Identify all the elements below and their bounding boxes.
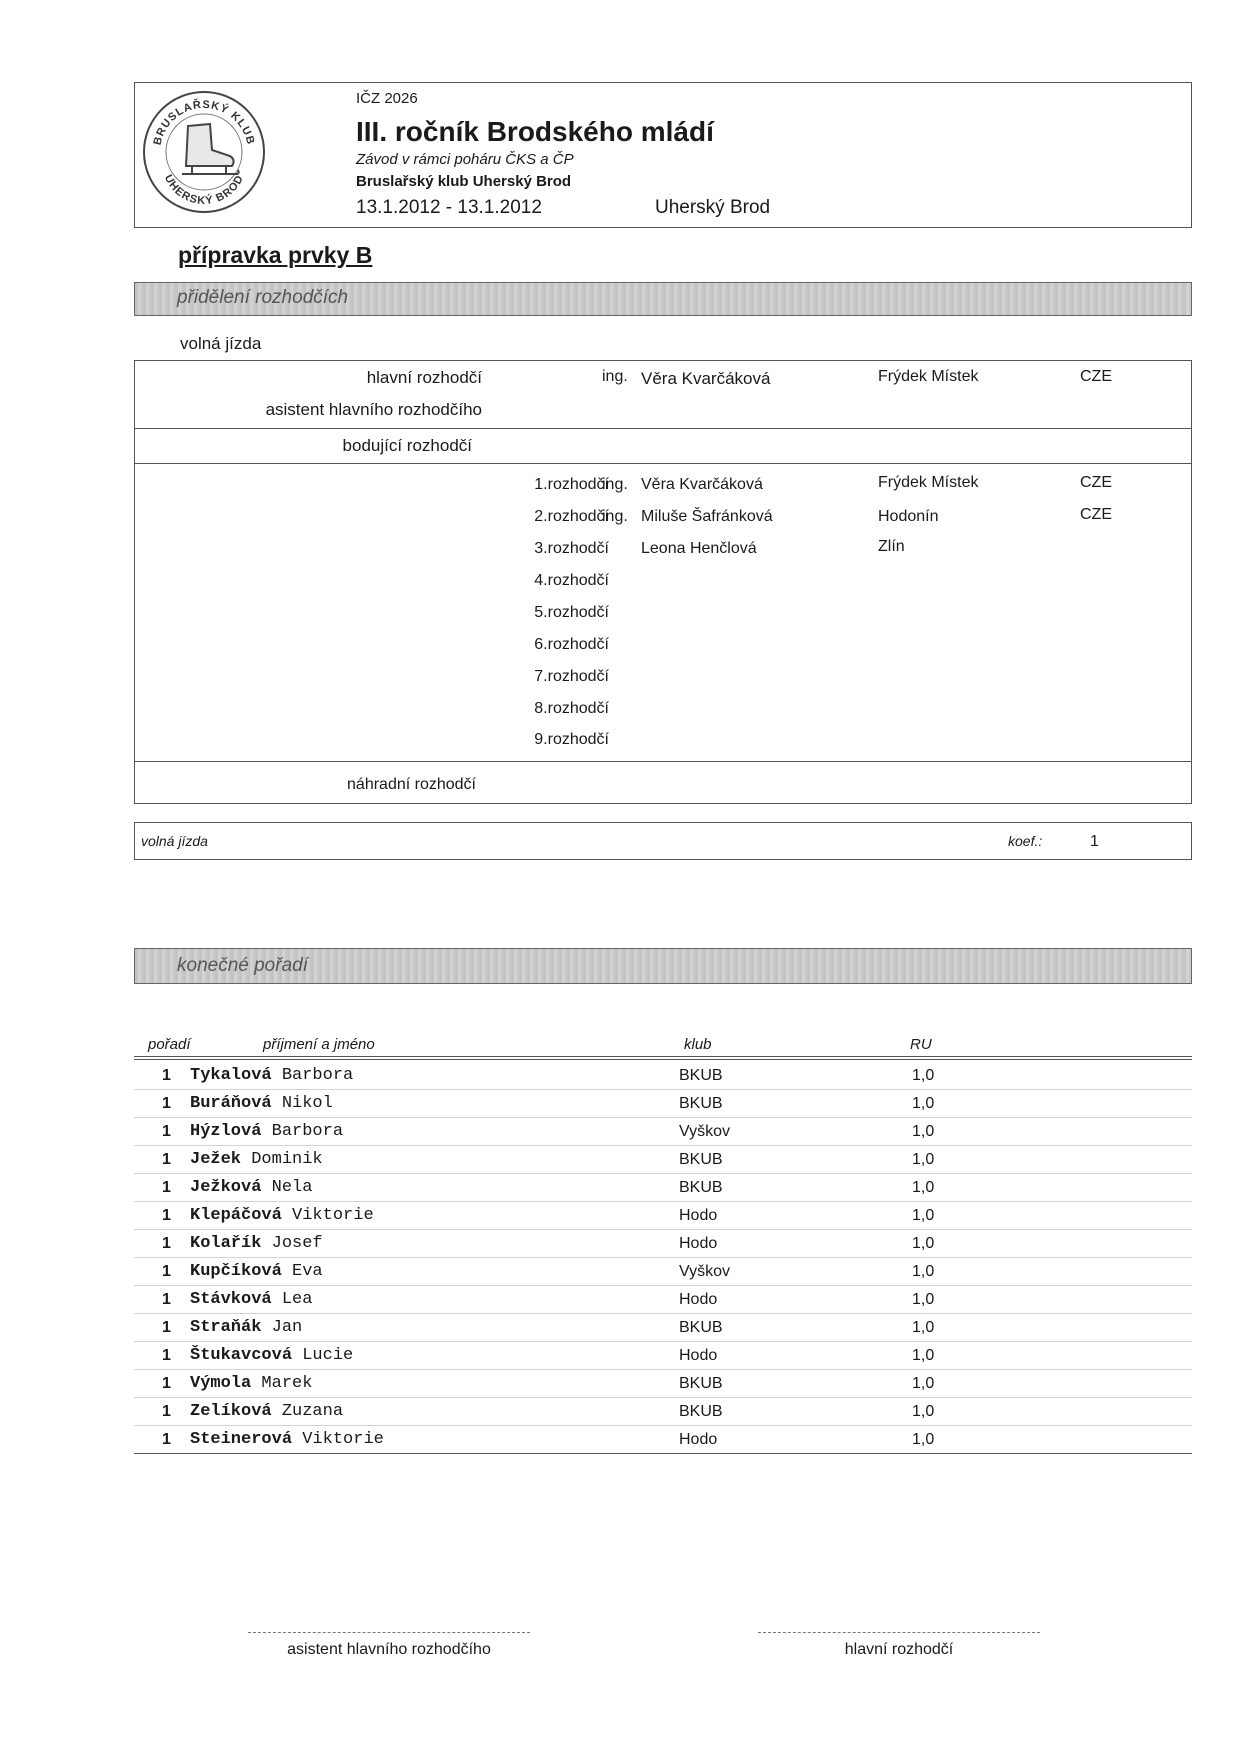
judge-row	[134, 700, 1192, 730]
skater-surname: Stávková	[190, 1290, 272, 1309]
header-divider	[134, 1059, 1192, 1060]
column-header-name: příjmení a jméno	[263, 1036, 375, 1053]
judges-heading: bodující rozhodčí	[342, 436, 472, 455]
skater-surname: Klepáčová	[190, 1206, 282, 1225]
judge-nation: CZE	[1080, 474, 1112, 491]
skater-name	[190, 1206, 374, 1225]
logo-text-top: BRUSLAŘSKÝ KLUB	[151, 98, 257, 147]
judge-row	[134, 604, 1192, 634]
skater-first-name: Jan	[271, 1318, 303, 1337]
skater-first-name: Barbora	[271, 1122, 344, 1141]
skater-surname: Zelíková	[190, 1402, 272, 1421]
skater-ru: 1,0	[912, 1263, 935, 1280]
judge-row	[134, 508, 1192, 538]
skater-name	[190, 1430, 384, 1449]
ranking-place: 1	[162, 1207, 171, 1224]
skater-club: BKUB	[679, 1095, 723, 1112]
skater-surname: Ježek	[190, 1150, 242, 1169]
ranking-row	[134, 1258, 1192, 1286]
skater-name	[190, 1066, 353, 1085]
skater-surname: Tykalová	[190, 1066, 272, 1085]
skater-name	[190, 1374, 312, 1393]
skater-club: BKUB	[679, 1067, 723, 1084]
skater-club: BKUB	[679, 1179, 723, 1196]
skater-name	[190, 1346, 353, 1365]
officials-section-label: přidělení rozhodčích	[177, 287, 349, 308]
column-header-ru: RU	[910, 1036, 932, 1053]
skater-ru: 1,0	[912, 1095, 935, 1112]
skater-surname: Buráňová	[190, 1094, 272, 1113]
skater-surname: Štukavcová	[190, 1346, 293, 1365]
skater-first-name: Nikol	[281, 1094, 333, 1113]
column-header-place: pořadí	[148, 1036, 191, 1053]
skater-first-name: Marek	[261, 1374, 313, 1393]
skater-first-name: Barbora	[281, 1066, 354, 1085]
skater-ru: 1,0	[912, 1179, 935, 1196]
judge-title: ing.	[602, 508, 628, 525]
skater-name	[190, 1122, 343, 1141]
skater-club: Hodo	[679, 1431, 718, 1448]
ranking-row	[134, 1146, 1192, 1174]
assistant-role: asistent hlavního rozhodčího	[265, 400, 482, 419]
event-code: IČZ 2026	[356, 90, 418, 107]
referee-role: hlavní rozhodčí	[366, 368, 482, 387]
judge-row	[134, 731, 1192, 761]
ranking-row	[134, 1062, 1192, 1090]
ranking-place: 1	[162, 1375, 171, 1392]
referee-club: Frýdek Místek	[878, 368, 979, 385]
skater-ru: 1,0	[912, 1123, 935, 1140]
skater-name	[190, 1234, 323, 1253]
header-divider	[134, 1056, 1192, 1057]
skater-club: BKUB	[679, 1319, 723, 1336]
event-subtitle: Závod v rámci poháru ČKS a ČP	[356, 151, 574, 168]
skater-ru: 1,0	[912, 1403, 935, 1420]
substitute-role: náhradní rozhodčí	[347, 776, 476, 793]
event-organizer: Bruslařský klub Uherský Brod	[356, 173, 572, 190]
skater-surname: Výmola	[190, 1374, 252, 1393]
skater-first-name: Dominik	[251, 1150, 323, 1169]
ice-skate-icon	[182, 124, 239, 174]
skater-ru: 1,0	[912, 1431, 935, 1448]
judge-title: ing.	[602, 476, 628, 493]
segment-coef-label: volná jízda	[141, 833, 208, 849]
judge-name: Věra Kvarčáková	[641, 476, 763, 493]
ranking-place: 1	[162, 1319, 171, 1336]
skater-surname: Kupčíková	[190, 1262, 282, 1281]
ranking-row	[134, 1426, 1192, 1454]
event-title: III. ročník Brodského mládí	[356, 116, 714, 147]
judge-club: Frýdek Místek	[878, 474, 979, 491]
judge-role: 7.rozhodčí	[534, 668, 609, 685]
segment-label: volná jízda	[180, 334, 262, 353]
ranking-section-label: konečné pořadí	[177, 955, 308, 976]
ranking-row	[134, 1230, 1192, 1258]
skater-surname: Kolařík	[190, 1234, 262, 1253]
ranking-row	[134, 1286, 1192, 1314]
skater-club: Hodo	[679, 1207, 718, 1224]
row-divider	[134, 1453, 1192, 1454]
ranking-place: 1	[162, 1347, 171, 1364]
judge-row	[134, 668, 1192, 698]
skater-first-name: Josef	[271, 1234, 323, 1253]
segment-coef-row	[134, 822, 1192, 860]
skater-name	[190, 1178, 312, 1197]
ranking-place: 1	[162, 1403, 171, 1420]
judge-role: 8.rozhodčí	[534, 700, 609, 717]
skater-club: Hodo	[679, 1347, 718, 1364]
skater-club: Hodo	[679, 1235, 718, 1252]
judge-role: 4.rozhodčí	[534, 572, 609, 589]
skater-surname: Hýzlová	[190, 1122, 262, 1141]
ranking-place: 1	[162, 1235, 171, 1252]
signature-label-right: hlavní rozhodčí	[844, 1641, 954, 1658]
skater-club: BKUB	[679, 1403, 723, 1420]
skater-club: BKUB	[679, 1151, 723, 1168]
ranking-place: 1	[162, 1431, 171, 1448]
judge-role: 2.rozhodčí	[534, 508, 609, 525]
logo-text-bottom: UHERSKÝ BROD	[161, 172, 247, 208]
ranking-place: 1	[162, 1095, 171, 1112]
column-header-club: klub	[684, 1036, 712, 1053]
ranking-row	[134, 1342, 1192, 1370]
event-dates: 13.1.2012 - 13.1.2012	[356, 197, 542, 218]
divider	[134, 463, 1192, 464]
ranking-row	[134, 1202, 1192, 1230]
category-title: přípravka prvky B	[178, 242, 373, 268]
skater-ru: 1,0	[912, 1207, 935, 1224]
ranking-place: 1	[162, 1151, 171, 1168]
skater-ru: 1,0	[912, 1375, 935, 1392]
event-place: Uherský Brod	[655, 197, 771, 218]
skater-name	[190, 1402, 343, 1421]
divider	[134, 428, 1192, 429]
skater-club: BKUB	[679, 1375, 723, 1392]
judge-row	[134, 636, 1192, 666]
judge-role: 3.rozhodčí	[534, 540, 609, 557]
skater-name	[190, 1318, 302, 1337]
judge-name: Miluše Šafránková	[641, 508, 773, 525]
skater-ru: 1,0	[912, 1347, 935, 1364]
ranking-row	[134, 1090, 1192, 1118]
skater-first-name: Lucie	[302, 1346, 354, 1365]
club-logo	[140, 88, 268, 216]
ranking-place: 1	[162, 1123, 171, 1140]
skater-club: Vyškov	[679, 1123, 730, 1140]
judge-role: 9.rozhodčí	[534, 731, 609, 748]
skater-surname: Ježková	[190, 1178, 262, 1197]
referee-nation: CZE	[1080, 368, 1112, 385]
divider	[134, 761, 1192, 762]
skater-ru: 1,0	[912, 1291, 935, 1308]
ranking-place: 1	[162, 1291, 171, 1308]
skater-name	[190, 1262, 323, 1281]
ranking-section-bar	[134, 948, 1192, 984]
judge-role: 5.rozhodčí	[534, 604, 609, 621]
skater-first-name: Eva	[292, 1262, 323, 1281]
ranking-row	[134, 1314, 1192, 1342]
signature-line-right	[758, 1632, 1040, 1633]
skater-surname: Straňák	[190, 1318, 262, 1337]
ranking-place: 1	[162, 1263, 171, 1280]
skater-ru: 1,0	[912, 1319, 935, 1336]
ranking-row	[134, 1174, 1192, 1202]
skater-name	[190, 1290, 312, 1309]
skater-first-name: Nela	[271, 1178, 313, 1197]
skater-ru: 1,0	[912, 1151, 935, 1168]
judge-name: Leona Henčlová	[641, 540, 757, 557]
referee-title: ing.	[602, 368, 628, 385]
signature-label-left: asistent hlavního rozhodčího	[287, 1641, 491, 1658]
ranking-row	[134, 1118, 1192, 1146]
koef-label: koef.:	[1008, 833, 1043, 849]
signature-line-left	[248, 1632, 530, 1633]
skater-first-name: Lea	[281, 1290, 313, 1309]
skater-club: Hodo	[679, 1291, 718, 1308]
skater-surname: Steinerová	[190, 1430, 293, 1449]
ranking-row	[134, 1370, 1192, 1398]
judges-list	[134, 476, 1192, 760]
skater-first-name: Zuzana	[281, 1402, 344, 1421]
skater-first-name: Viktorie	[292, 1206, 374, 1225]
judge-row	[134, 476, 1192, 506]
judge-nation: CZE	[1080, 506, 1112, 523]
judge-club: Hodonín	[878, 508, 939, 525]
judge-role: 6.rozhodčí	[534, 636, 609, 653]
skater-ru: 1,0	[912, 1235, 935, 1252]
skater-name	[190, 1094, 333, 1113]
judge-row	[134, 540, 1192, 570]
judge-club: Zlín	[878, 538, 905, 555]
ranking-place: 1	[162, 1067, 171, 1084]
ranking-row	[134, 1398, 1192, 1426]
officials-section-bar	[134, 282, 1192, 316]
skater-first-name: Viktorie	[302, 1430, 384, 1449]
skater-name	[190, 1150, 323, 1169]
skater-club: Vyškov	[679, 1263, 730, 1280]
judge-role: 1.rozhodčí	[534, 476, 609, 493]
koef-value: 1	[1090, 833, 1099, 850]
referee-name: Věra Kvarčáková	[641, 369, 771, 388]
ranking-place: 1	[162, 1179, 171, 1196]
skater-ru: 1,0	[912, 1067, 935, 1084]
judge-row	[134, 572, 1192, 602]
